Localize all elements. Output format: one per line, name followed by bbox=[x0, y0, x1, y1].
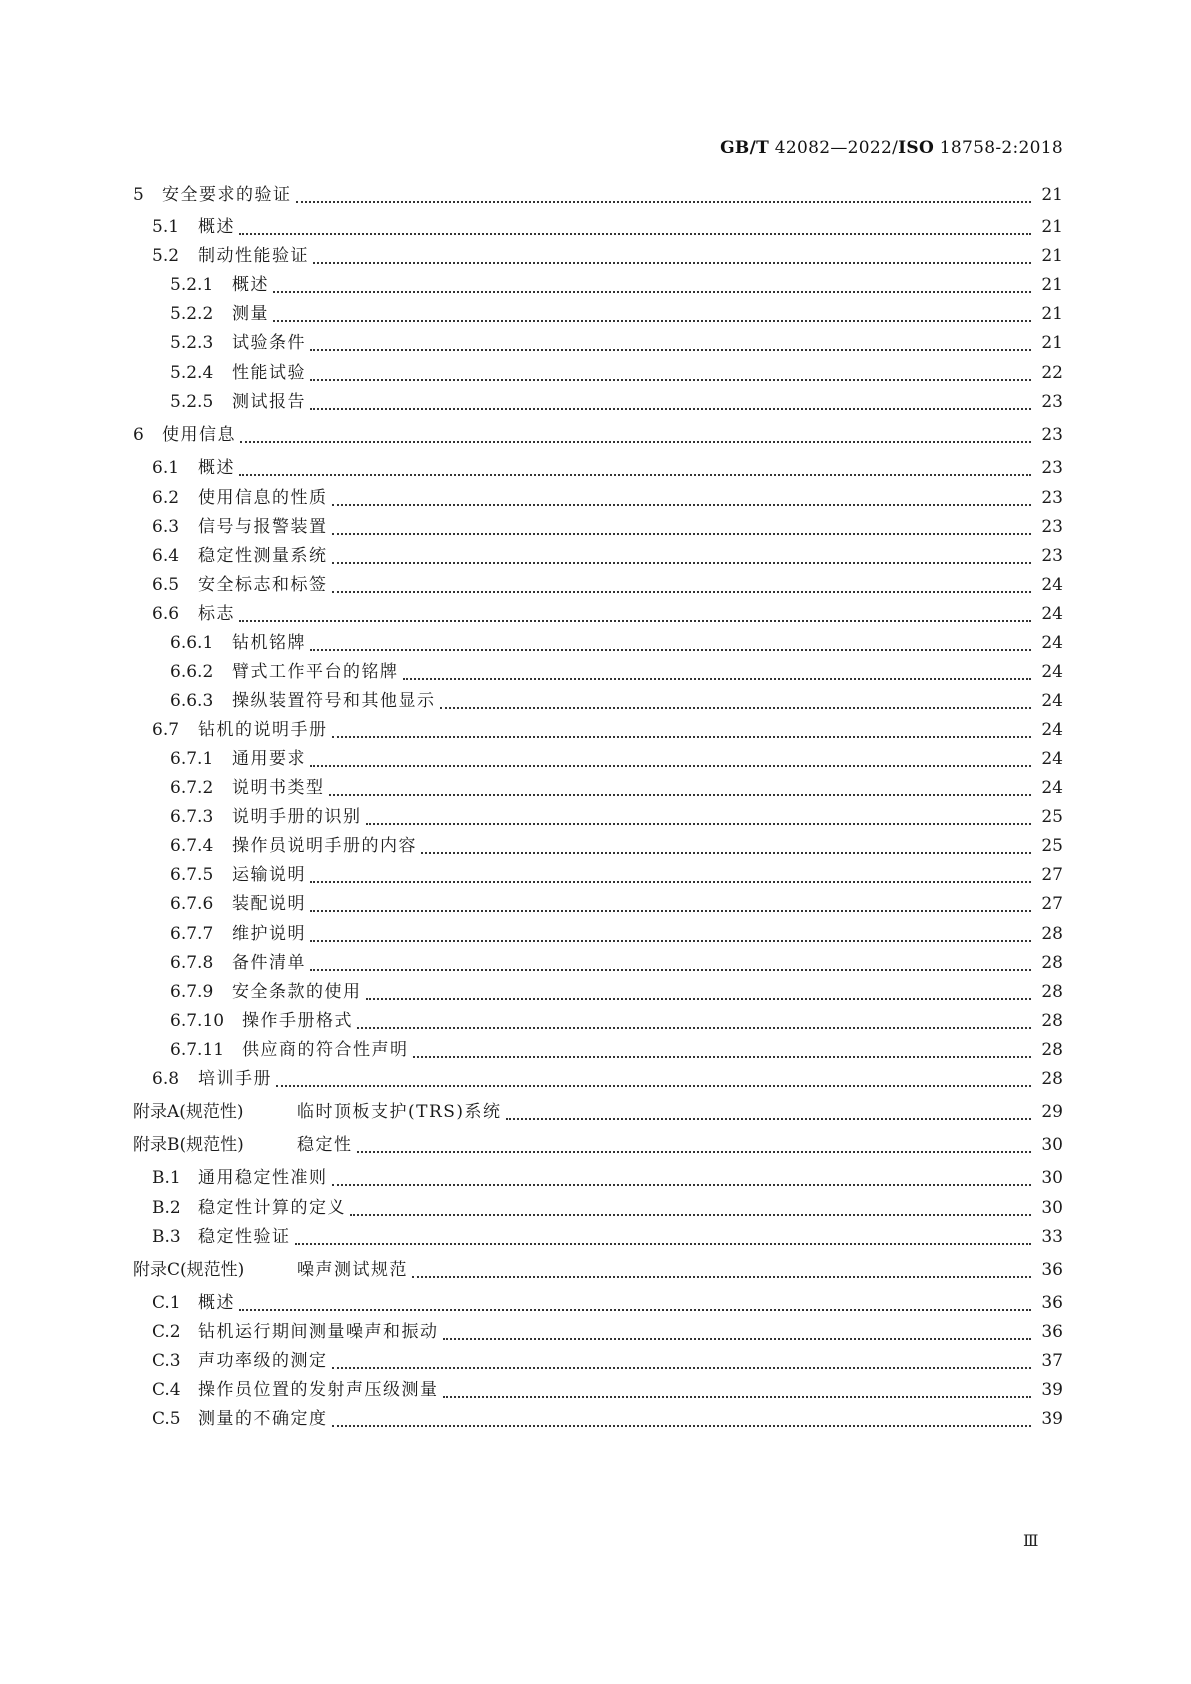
toc-entry-page: 23 bbox=[1041, 425, 1063, 445]
dot-leader bbox=[421, 838, 1031, 854]
toc-entry-number: C.2 bbox=[152, 1322, 181, 1342]
dot-leader bbox=[357, 1137, 1032, 1153]
toc-entry-title: 稳定性验证 bbox=[198, 1227, 291, 1247]
toc-entry-title: 装配说明 bbox=[232, 894, 306, 914]
toc-entry-title: 临时顶板支护(TRS)系统 bbox=[297, 1102, 502, 1122]
toc-entry-number: 5 bbox=[133, 185, 144, 205]
toc-entry-page: 25 bbox=[1041, 807, 1063, 827]
toc-entry[interactable] bbox=[152, 244, 1063, 268]
toc-entry-number: 附录B(规范性) bbox=[133, 1135, 244, 1155]
dot-leader bbox=[332, 1353, 1032, 1369]
toc-entry-number: 6.4 bbox=[152, 546, 180, 566]
dot-leader bbox=[310, 751, 1031, 767]
dot-leader bbox=[239, 219, 1031, 235]
dot-leader bbox=[310, 394, 1031, 410]
toc-entry-title: 维护说明 bbox=[232, 924, 306, 944]
toc-entry-page: 23 bbox=[1041, 392, 1063, 412]
toc-entry-number: C.5 bbox=[152, 1409, 181, 1429]
dot-leader bbox=[350, 1200, 1031, 1216]
toc-entry-page: 36 bbox=[1041, 1322, 1063, 1342]
toc-entry[interactable] bbox=[170, 951, 1063, 975]
toc-entry-number: 6.7.5 bbox=[170, 865, 214, 885]
toc-entry-title: 概述 bbox=[198, 458, 235, 478]
toc-entry-title: 噪声测试规范 bbox=[297, 1260, 408, 1280]
toc-entry[interactable] bbox=[152, 1378, 1063, 1402]
page-number: Ⅲ bbox=[1023, 1531, 1039, 1550]
toc-entry-page: 28 bbox=[1041, 953, 1063, 973]
toc-entry-page: 22 bbox=[1041, 363, 1063, 383]
toc-entry-title: 概述 bbox=[198, 1293, 235, 1313]
toc-entry-page: 23 bbox=[1041, 546, 1063, 566]
gb-number: 42082—2022/ bbox=[769, 138, 899, 158]
toc-entry-number: 6.7.7 bbox=[170, 924, 214, 944]
toc-entry-title: 测试报告 bbox=[232, 392, 306, 412]
dot-leader bbox=[310, 867, 1031, 883]
toc-entry[interactable] bbox=[152, 1196, 1063, 1220]
toc-entry[interactable] bbox=[170, 689, 1063, 713]
toc-entry-number: B.2 bbox=[152, 1198, 181, 1218]
toc-entry-number: 5.1 bbox=[152, 217, 180, 237]
toc-entry-title: 稳定性计算的定义 bbox=[198, 1198, 346, 1218]
toc-entry-number: 6.7.3 bbox=[170, 807, 214, 827]
toc-entry-title: 概述 bbox=[198, 217, 235, 237]
toc-entry[interactable] bbox=[170, 863, 1063, 887]
toc-entry-page: 39 bbox=[1041, 1380, 1063, 1400]
toc-entry[interactable] bbox=[170, 776, 1063, 800]
dot-leader bbox=[239, 1295, 1031, 1311]
toc-entry-title: 培训手册 bbox=[198, 1069, 272, 1089]
toc-entry-title: 声功率级的测定 bbox=[198, 1351, 328, 1371]
toc-entry[interactable] bbox=[170, 747, 1063, 771]
dot-leader bbox=[276, 1071, 1031, 1087]
dot-leader bbox=[440, 693, 1032, 709]
toc-entry-title: 使用信息 bbox=[162, 425, 236, 445]
dot-leader bbox=[332, 1170, 1032, 1186]
toc-entry[interactable] bbox=[170, 361, 1063, 385]
toc-entry-page: 21 bbox=[1041, 185, 1063, 205]
toc-entry[interactable] bbox=[152, 602, 1063, 626]
toc-entry-number: 6.6.2 bbox=[170, 662, 214, 682]
dot-leader bbox=[413, 1042, 1032, 1058]
dot-leader bbox=[239, 606, 1031, 622]
toc-entry[interactable] bbox=[152, 456, 1063, 480]
toc-entry-number: C.4 bbox=[152, 1380, 181, 1400]
toc-entry-page: 36 bbox=[1041, 1260, 1063, 1280]
dot-leader bbox=[329, 780, 1032, 796]
toc-entry-number: 6.6.3 bbox=[170, 691, 214, 711]
toc-entry-number: 6.2 bbox=[152, 488, 180, 508]
toc-entry-page: 39 bbox=[1041, 1409, 1063, 1429]
dot-leader bbox=[332, 519, 1032, 535]
toc-entry[interactable] bbox=[170, 834, 1063, 858]
toc-entry-page: 28 bbox=[1041, 982, 1063, 1002]
toc-entry-number: 5.2 bbox=[152, 246, 180, 266]
toc-entry-title: 稳定性测量系统 bbox=[198, 546, 328, 566]
dot-leader bbox=[366, 984, 1032, 1000]
dot-leader bbox=[443, 1382, 1032, 1398]
dot-leader bbox=[273, 306, 1031, 322]
toc-entry-page: 28 bbox=[1041, 924, 1063, 944]
toc-entry-page: 28 bbox=[1041, 1011, 1063, 1031]
toc-entry-page: 24 bbox=[1041, 749, 1063, 769]
toc-entry[interactable] bbox=[170, 390, 1063, 414]
toc-entry-title: 供应商的符合性声明 bbox=[242, 1040, 409, 1060]
toc-entry-title: 测量的不确定度 bbox=[198, 1409, 328, 1429]
toc-entry-title: 臂式工作平台的铭牌 bbox=[232, 662, 399, 682]
toc-entry-title: 性能试验 bbox=[232, 363, 306, 383]
toc-entry-number: 6.6.1 bbox=[170, 633, 214, 653]
toc-entry[interactable] bbox=[152, 1067, 1063, 1091]
toc-entry-number: 6.6 bbox=[152, 604, 180, 624]
dot-leader bbox=[273, 277, 1031, 293]
dot-leader bbox=[240, 427, 1031, 443]
toc-entry[interactable] bbox=[170, 331, 1063, 355]
toc-entry[interactable] bbox=[170, 631, 1063, 655]
toc-entry[interactable] bbox=[152, 573, 1063, 597]
toc-entry[interactable] bbox=[170, 892, 1063, 916]
toc-entry-number: 6.7.11 bbox=[170, 1040, 225, 1060]
toc-entry-page: 37 bbox=[1041, 1351, 1063, 1371]
toc-entry-number: 6.3 bbox=[152, 517, 180, 537]
dot-leader bbox=[366, 809, 1032, 825]
toc-entry-title: 说明手册的识别 bbox=[232, 807, 362, 827]
dot-leader bbox=[310, 926, 1031, 942]
toc-entry-page: 24 bbox=[1041, 691, 1063, 711]
toc-entry[interactable] bbox=[152, 1349, 1063, 1373]
toc-entry[interactable] bbox=[152, 718, 1063, 742]
toc-entry-number: 6 bbox=[133, 425, 144, 445]
toc-entry-page: 21 bbox=[1041, 333, 1063, 353]
toc-entry-title: 稳定性 bbox=[297, 1135, 353, 1155]
dot-leader bbox=[332, 1411, 1032, 1427]
toc-entry-number: 5.2.5 bbox=[170, 392, 214, 412]
dot-leader bbox=[332, 722, 1032, 738]
toc-entry-number: 附录A(规范性) bbox=[133, 1102, 244, 1122]
toc-entry-page: 30 bbox=[1041, 1168, 1063, 1188]
toc-entry[interactable] bbox=[152, 1225, 1063, 1249]
toc-entry-title: 安全条款的使用 bbox=[232, 982, 362, 1002]
toc-entry[interactable] bbox=[170, 1038, 1063, 1062]
toc-entry-page: 33 bbox=[1041, 1227, 1063, 1247]
toc-entry-title: 测量 bbox=[232, 304, 269, 324]
iso-label: ISO bbox=[898, 138, 935, 158]
toc-entry[interactable] bbox=[133, 1100, 1063, 1124]
dot-leader bbox=[332, 490, 1032, 506]
dot-leader bbox=[313, 248, 1031, 264]
toc-entry-title: 通用稳定性准则 bbox=[198, 1168, 328, 1188]
toc-entry-title: 备件清单 bbox=[232, 953, 306, 973]
toc-entry-number: 6.7.8 bbox=[170, 953, 214, 973]
dot-leader bbox=[443, 1324, 1032, 1340]
toc-entry-page: 24 bbox=[1041, 720, 1063, 740]
toc-entry-title: 使用信息的性质 bbox=[198, 488, 328, 508]
toc-entry-title: 钻机的说明手册 bbox=[198, 720, 328, 740]
dot-leader bbox=[332, 577, 1032, 593]
toc-entry-title: 操作员位置的发射声压级测量 bbox=[198, 1380, 439, 1400]
toc-entry-page: 24 bbox=[1041, 575, 1063, 595]
toc-entry-number: 6.7.4 bbox=[170, 836, 214, 856]
toc-entry[interactable] bbox=[152, 1291, 1063, 1315]
toc-entry-number: 6.5 bbox=[152, 575, 180, 595]
toc-entry-title: 通用要求 bbox=[232, 749, 306, 769]
toc-entry-title: 操纵装置符号和其他显示 bbox=[232, 691, 436, 711]
toc-entry[interactable] bbox=[170, 1009, 1063, 1033]
toc-entry-number: 6.7.6 bbox=[170, 894, 214, 914]
dot-leader bbox=[403, 664, 1032, 680]
toc-entry-page: 23 bbox=[1041, 517, 1063, 537]
toc-entry-number: 5.2.2 bbox=[170, 304, 214, 324]
toc-entry-page: 25 bbox=[1041, 836, 1063, 856]
document-code-header bbox=[720, 138, 1063, 158]
toc-entry-number: 附录C(规范性) bbox=[133, 1260, 245, 1280]
toc-entry-page: 30 bbox=[1041, 1135, 1063, 1155]
toc-entry[interactable] bbox=[133, 183, 1063, 207]
toc-entry-page: 29 bbox=[1041, 1102, 1063, 1122]
toc-entry-page: 28 bbox=[1041, 1040, 1063, 1060]
toc-entry-number: C.1 bbox=[152, 1293, 181, 1313]
dot-leader bbox=[310, 365, 1031, 381]
toc-entry-page: 24 bbox=[1041, 662, 1063, 682]
toc-entry[interactable] bbox=[152, 215, 1063, 239]
toc-entry-number: B.3 bbox=[152, 1227, 181, 1247]
toc-entry-number: B.1 bbox=[152, 1168, 181, 1188]
toc-entry-page: 27 bbox=[1041, 894, 1063, 914]
toc-entry[interactable] bbox=[152, 515, 1063, 539]
toc-entry[interactable] bbox=[152, 1407, 1063, 1431]
toc-entry[interactable] bbox=[170, 805, 1063, 829]
toc-entry-page: 24 bbox=[1041, 633, 1063, 653]
toc-entry-title: 运输说明 bbox=[232, 865, 306, 885]
toc-entry-number: 6.1 bbox=[152, 458, 180, 478]
toc-entry[interactable] bbox=[152, 544, 1063, 568]
toc-entry-page: 27 bbox=[1041, 865, 1063, 885]
dot-leader bbox=[295, 1229, 1032, 1245]
dot-leader bbox=[310, 335, 1031, 351]
toc-entry-page: 23 bbox=[1041, 458, 1063, 478]
toc-entry-page: 30 bbox=[1041, 1198, 1063, 1218]
toc-entry-page: 21 bbox=[1041, 304, 1063, 324]
toc-entry-title: 钻机运行期间测量噪声和振动 bbox=[198, 1322, 439, 1342]
dot-leader bbox=[310, 896, 1031, 912]
toc-entry-number: 5.2.3 bbox=[170, 333, 214, 353]
toc-entry-page: 21 bbox=[1041, 246, 1063, 266]
toc-entry[interactable] bbox=[170, 273, 1063, 297]
toc-entry-number: 6.7.9 bbox=[170, 982, 214, 1002]
iso-number: 18758-2:2018 bbox=[934, 138, 1063, 158]
toc-entry-page: 21 bbox=[1041, 217, 1063, 237]
toc-entry[interactable] bbox=[133, 1133, 1063, 1157]
toc-entry-page: 24 bbox=[1041, 778, 1063, 798]
toc-entry-title: 安全标志和标签 bbox=[198, 575, 328, 595]
dot-leader bbox=[296, 187, 1032, 203]
toc-entry[interactable] bbox=[170, 922, 1063, 946]
dot-leader bbox=[310, 635, 1031, 651]
toc-entry[interactable] bbox=[133, 1258, 1063, 1282]
dot-leader bbox=[506, 1104, 1031, 1120]
toc-entry-page: 36 bbox=[1041, 1293, 1063, 1313]
toc-entry-number: C.3 bbox=[152, 1351, 181, 1371]
toc-entry-title: 概述 bbox=[232, 275, 269, 295]
toc-entry-title: 安全要求的验证 bbox=[162, 185, 292, 205]
toc-entry[interactable] bbox=[152, 486, 1063, 510]
toc-entry-title: 制动性能验证 bbox=[198, 246, 309, 266]
toc-entry-number: 5.2.1 bbox=[170, 275, 214, 295]
toc-entry-number: 6.7.10 bbox=[170, 1011, 225, 1031]
toc-entry-page: 21 bbox=[1041, 275, 1063, 295]
dot-leader bbox=[357, 1013, 1031, 1029]
toc-entry[interactable] bbox=[170, 302, 1063, 326]
toc-entry-page: 28 bbox=[1041, 1069, 1063, 1089]
toc-entry-number: 6.7.2 bbox=[170, 778, 214, 798]
toc-entry-page: 24 bbox=[1041, 604, 1063, 624]
gb-label: GB/T bbox=[720, 138, 770, 158]
toc-entry[interactable] bbox=[152, 1320, 1063, 1344]
toc-entry-title: 操作手册格式 bbox=[242, 1011, 353, 1031]
toc-entry-number: 6.7.1 bbox=[170, 749, 214, 769]
dot-leader bbox=[239, 460, 1031, 476]
toc-entry[interactable] bbox=[152, 1166, 1063, 1190]
toc-entry-title: 试验条件 bbox=[232, 333, 306, 353]
toc-entry-page: 23 bbox=[1041, 488, 1063, 508]
toc-entry[interactable] bbox=[170, 660, 1063, 684]
toc-entry-title: 钻机铭牌 bbox=[232, 633, 306, 653]
toc-entry[interactable] bbox=[170, 980, 1063, 1004]
toc-entry-number: 5.2.4 bbox=[170, 363, 214, 383]
toc-entry-title: 信号与报警装置 bbox=[198, 517, 328, 537]
dot-leader bbox=[310, 955, 1031, 971]
dot-leader bbox=[412, 1262, 1031, 1278]
toc-entry[interactable] bbox=[133, 423, 1063, 447]
toc-entry-number: 6.8 bbox=[152, 1069, 180, 1089]
dot-leader bbox=[332, 548, 1032, 564]
toc-entry-title: 标志 bbox=[198, 604, 235, 624]
toc-entry-number: 6.7 bbox=[152, 720, 180, 740]
toc-entry-title: 说明书类型 bbox=[232, 778, 325, 798]
toc-entry-title: 操作员说明手册的内容 bbox=[232, 836, 417, 856]
